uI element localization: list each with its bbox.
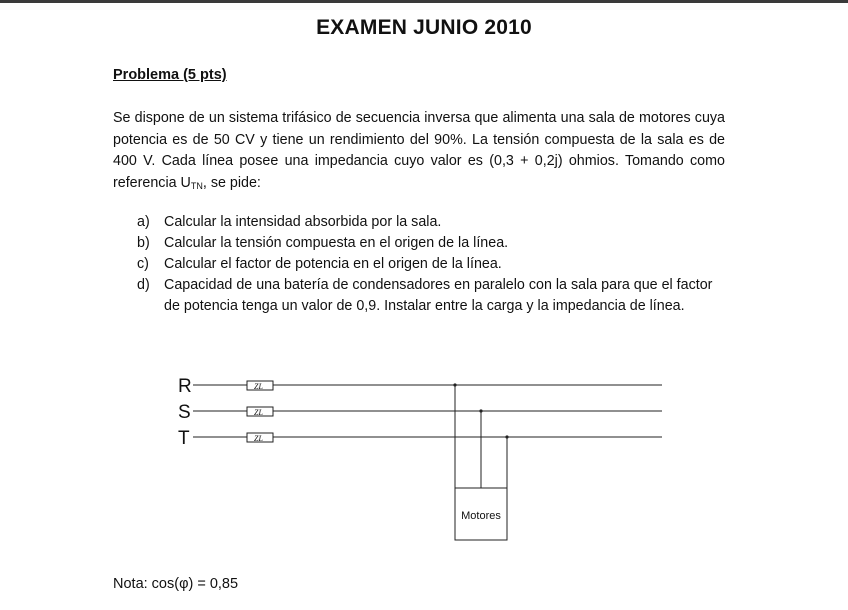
question-text: Calcular el factor de potencia en el origen de la línea. [164, 256, 502, 272]
junction-r [453, 383, 456, 386]
question-text: Calcular la tensión compuesta en el origen de la línea. [164, 235, 509, 251]
note-text: Nota: cos(φ) = 0,85 [113, 576, 239, 592]
impedance-r-label: ZL [254, 382, 263, 391]
question-text: Calcular la intensidad absorbida por la sala. [164, 214, 442, 230]
question-text: Capacidad de una batería de condensadores en paralelo con la sala para que el factor de potencia tenga un valor de 0,9. Instalar entre la carga y la impedancia de línea. [164, 277, 713, 314]
junction-t [505, 435, 508, 438]
impedance-t-label: ZL [254, 434, 263, 443]
question-marker: d) [137, 277, 150, 293]
impedance-s-label: ZL [254, 408, 263, 417]
question-marker: b) [137, 235, 150, 251]
problem-heading: Problema (5 pts) [113, 67, 227, 83]
exam-title: EXAMEN JUNIO 2010 [316, 16, 532, 39]
statement-text: Se dispone de un sistema trifásico de secuencia inversa que alimenta una sala de motores cuya potencia es de 50 CV y tiene un rendimiento del 90%. La tensión compuesta de la sala es de 400 V. Cada línea posee una impedancia cuyo valor es (0,3 + 0,2j) ohmios. Tomando como referencia U [113, 110, 725, 191]
statement-text-end: , se pide: [202, 174, 261, 191]
motors-label: Motores [461, 510, 501, 522]
junction-s [479, 409, 482, 412]
phase-label-r: R [178, 376, 192, 397]
question-marker: a) [137, 214, 150, 230]
phase-label-t: T [178, 428, 190, 449]
question-marker: c) [137, 256, 149, 272]
phase-label-s: S [178, 402, 191, 423]
statement-subscript: TN [190, 180, 203, 191]
